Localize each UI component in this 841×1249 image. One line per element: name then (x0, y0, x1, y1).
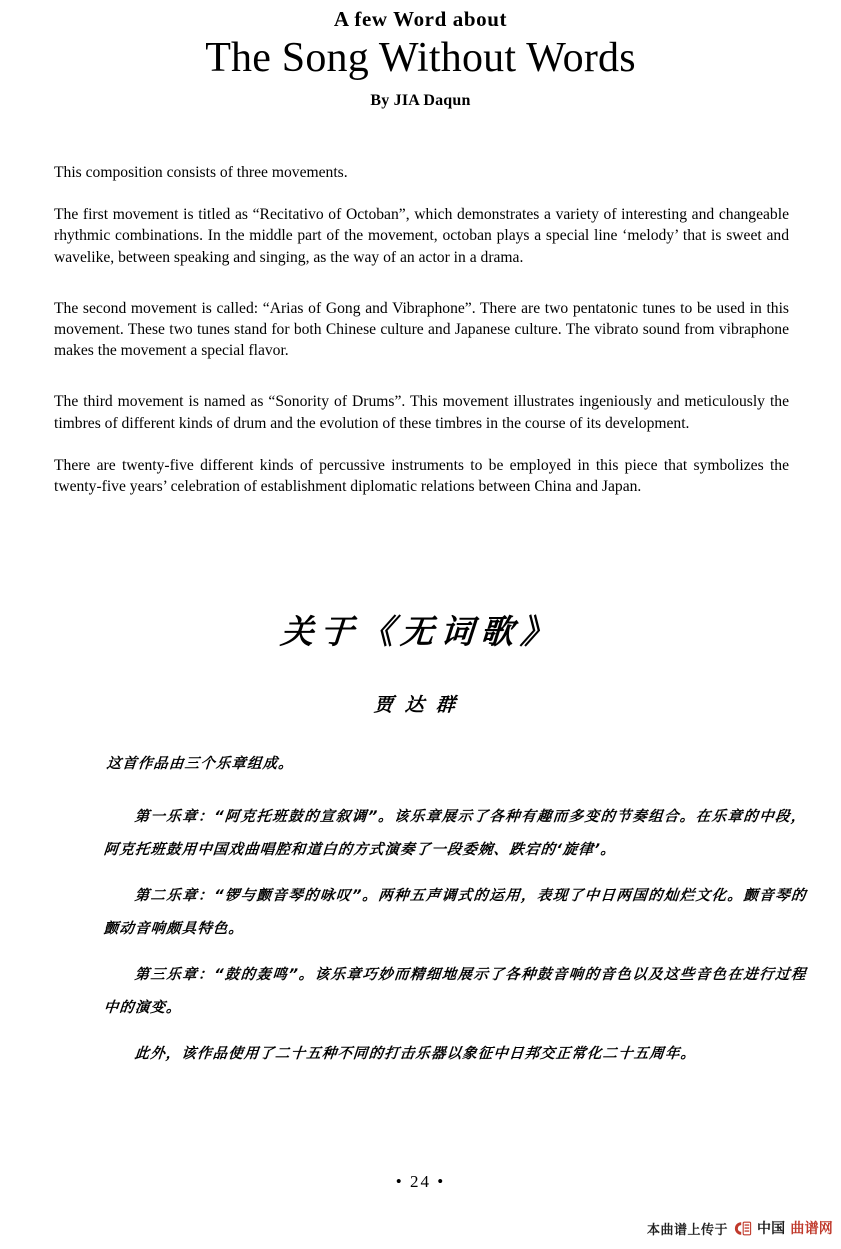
site-logo-icon (733, 1221, 752, 1236)
chinese-header (0, 612, 841, 717)
english-body (54, 162, 789, 518)
chinese-author-byline: 贾达群 (373, 693, 468, 716)
watermark-brand-dark: 中国 (756, 1221, 786, 1237)
english-paragraph: The third movement is named as “Sonority of Drums”. This movement illustrates ingeniously and meticulously the timbres of different kinds of drum and the evolution of these timbres in the course of its development. (54, 393, 789, 432)
watermark-brand-red: 曲谱网 (790, 1221, 833, 1237)
watermark-prefix-label: 本曲谱上传于 (646, 1222, 728, 1238)
title-kicker: A few Word about (333, 7, 508, 31)
chinese-page-title: 关于《无词歌》 (279, 612, 562, 651)
author-byline: By JIA Daqun (370, 92, 471, 110)
chinese-paragraph: 这首作品由三个乐章组成。 (105, 756, 295, 772)
english-paragraph: There are twenty-five different kinds of percussive instruments to be employed in this piece that symbolizes the twenty-five years’ celebration of establishment diplomatic relations between China and Japan. (54, 456, 789, 496)
document-header (0, 0, 841, 110)
chinese-paragraph: 第一乐章：“阿克托班鼓的宣叙调”。该乐章展示了各种有趣而多变的节奏组合。在乐章的中段，阿克托班鼓用中国戏曲唱腔和道白的方式演奏了一段委婉、跌宕的‘旋律’。 (103, 808, 808, 858)
english-paragraph: The second movement is called: “Arias of Gong and Vibraphone”. There are two pentatonic tunes to be used in this movement. These two tunes stand for both Chinese culture and Japanese culture. The vibrato sound from vibraphone makes the movement a special flavor. (54, 299, 789, 360)
chinese-body (103, 748, 808, 1085)
page-number: • 24 • (395, 1172, 446, 1191)
chinese-paragraph: 第二乐章：“锣与颤音琴的咏叹”。两种五声调式的运用，表现了中日两国的灿烂文化。颤音琴的颤动音响颇具特色。 (103, 887, 808, 937)
chinese-paragraph: 此外，该作品使用了二十五种不同的打击乐器以象征中日邦交正常化二十五周年。 (133, 1046, 697, 1063)
chinese-paragraph: 第三乐章：“鼓的轰鸣”。该乐章巧妙而精细地展示了各种鼓音响的音色以及这些音色在进行过程中的演变。 (103, 967, 808, 1016)
english-paragraph: The first movement is titled as “Recitativo of Octoban”, which demonstrates a variety of interesting and changeable rhythmic combinations. In the middle part of the movement, octoban plays a special line ‘melody’ that is sweet and wavelike, between speaking and singing, as the way of an actor in a drama. (54, 206, 789, 266)
footer-watermark (647, 1218, 833, 1238)
page-title: The Song Without Words (205, 35, 636, 82)
english-paragraph: This composition consists of three movements. (54, 164, 348, 181)
